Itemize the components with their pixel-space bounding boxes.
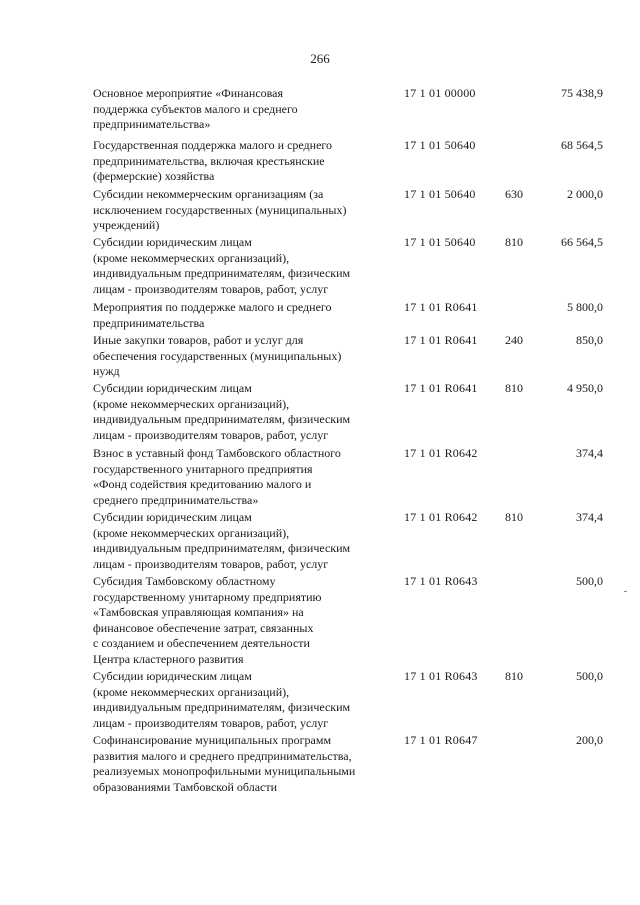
row-expense-type: 810 bbox=[505, 510, 523, 524]
row-amount: 75 438,9 bbox=[561, 86, 603, 100]
row-code: 17 1 01 R0643 bbox=[404, 669, 478, 683]
row-code: 17 1 01 R0641 bbox=[404, 333, 478, 347]
page-number: 266 bbox=[310, 51, 330, 66]
scan-speck bbox=[624, 591, 627, 592]
row-code: 17 1 01 50640 bbox=[404, 235, 476, 249]
row-code: 17 1 01 R0643 bbox=[404, 574, 478, 588]
row-code: 17 1 01 00000 bbox=[404, 86, 476, 100]
row-description: Субсидии юридическим лицам (кроме некоммерческих организаций), индивидуальным предпринимателям, физическим лицам - производителям товаров, работ, услуг bbox=[93, 669, 351, 730]
row-description: Субсидии юридическим лицам (кроме некоммерческих организаций), индивидуальным предпринимателям, физическим лицам - производителям товаров, работ, услуг bbox=[93, 510, 351, 571]
row-amount: 500,0 bbox=[576, 574, 603, 588]
row-code: 17 1 01 50640 bbox=[404, 187, 476, 201]
row-description: Субсидии юридическим лицам (кроме некоммерческих организаций), индивидуальным предпринимателям, физическим лицам - производителям товаров, работ, услуг bbox=[93, 381, 351, 442]
row-amount: 2 000,0 bbox=[567, 187, 603, 201]
row-description: Субсидии юридическим лицам (кроме некоммерческих организаций), индивидуальным предпринимателям, физическим лицам - производителям товаров, работ, услуг bbox=[93, 235, 351, 296]
row-code: 17 1 01 50640 bbox=[404, 138, 476, 152]
row-description: Основное мероприятие «Финансовая поддержка субъектов малого и среднего предпринимательства» bbox=[93, 86, 298, 132]
row-amount: 68 564,5 bbox=[561, 138, 603, 152]
row-description: Софинансирование муниципальных программ развития малого и среднего предпринимательства, реализуемых монопрофильными муниципальными образованиями Тамбовской области bbox=[93, 733, 356, 794]
row-code: 17 1 01 R0647 bbox=[404, 733, 478, 747]
row-description: Мероприятия по поддержке малого и среднего предпринимательства bbox=[93, 300, 332, 330]
row-expense-type: 810 bbox=[505, 235, 523, 249]
row-code: 17 1 01 R0642 bbox=[404, 446, 478, 460]
row-amount: 4 950,0 bbox=[567, 381, 603, 395]
row-expense-type: 810 bbox=[505, 669, 523, 683]
row-amount: 850,0 bbox=[576, 333, 603, 347]
row-expense-type: 240 bbox=[505, 333, 523, 347]
row-amount: 5 800,0 bbox=[567, 300, 603, 314]
row-code: 17 1 01 R0641 bbox=[404, 300, 478, 314]
row-amount: 374,4 bbox=[576, 510, 603, 524]
row-expense-type: 810 bbox=[505, 381, 523, 395]
row-description: Взнос в уставный фонд Тамбовского областного государственного унитарного предприятия «Фонд содействия кредитованию малого и среднего предпринимательства» bbox=[93, 446, 341, 507]
row-amount: 500,0 bbox=[576, 669, 603, 683]
row-amount: 200,0 bbox=[576, 733, 603, 747]
row-amount: 374,4 bbox=[576, 446, 603, 460]
row-description: Субсидии некоммерческим организациям (за исключением государственных (муниципальных) учреждений) bbox=[93, 187, 347, 233]
row-amount: 66 564,5 bbox=[561, 235, 603, 249]
row-code: 17 1 01 R0641 bbox=[404, 381, 478, 395]
row-description: Субсидия Тамбовскому областному государственному унитарному предприятию «Тамбовская управляющая компания» на финансовое обеспечение затрат, связанных с созданием и обеспечением деятельности Центра кластерного развития bbox=[93, 574, 322, 666]
row-expense-type: 630 bbox=[505, 187, 523, 201]
row-code: 17 1 01 R0642 bbox=[404, 510, 478, 524]
row-description: Иные закупки товаров, работ и услуг для обеспечения государственных (муниципальных) нужд bbox=[93, 333, 342, 379]
row-description: Государственная поддержка малого и среднего предпринимательства, включая крестьянские (фермерские) хозяйства bbox=[93, 138, 333, 184]
